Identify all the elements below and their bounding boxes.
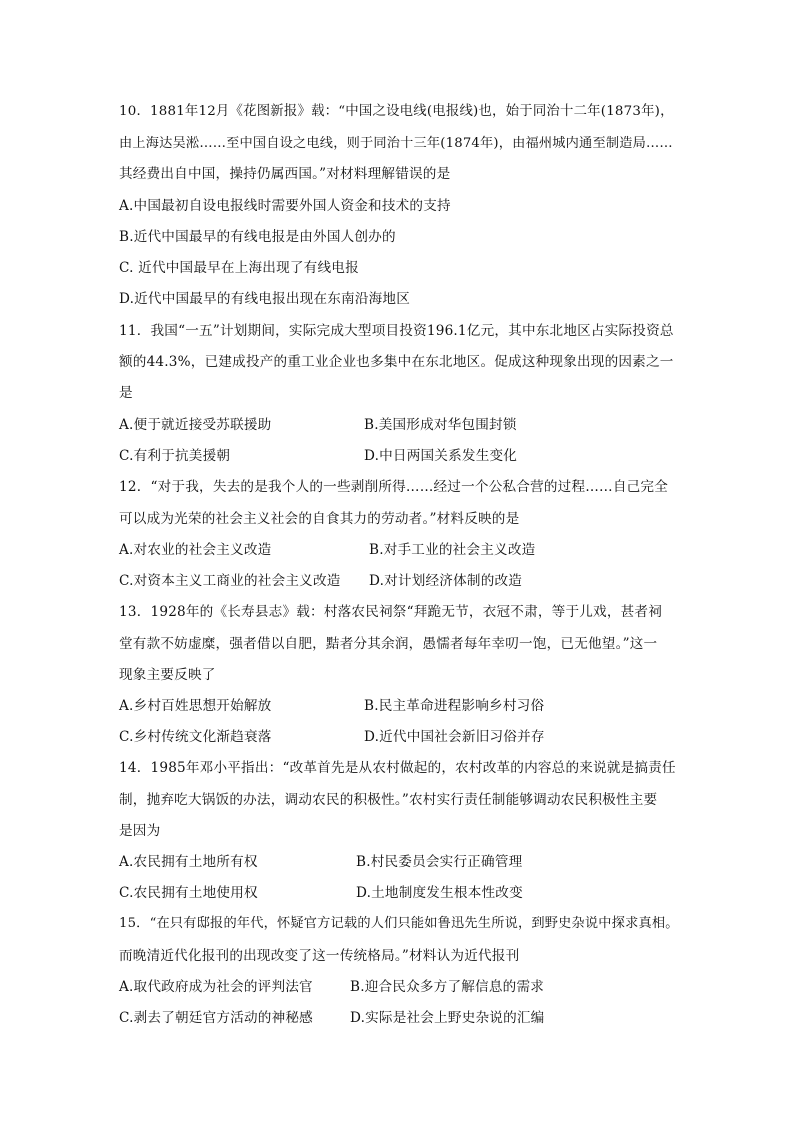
q10-stem-line-2: 由上海达吴淞……至中国自设之电线，则于同治十三年(1874年)，由福州城内通至制造局…… [119, 136, 673, 151]
q15-option-d: D.实际是社会上野史杂说的汇编 [350, 1010, 545, 1026]
q15-option-c: C.剥去了朝廷官方活动的神秘感 [119, 1010, 313, 1026]
q14-stem-line-2: 制，抛弃吃大锅饭的办法，调动农民的积极性。”农村实行责任制能够调动农民积极性主要 [119, 792, 658, 808]
q11-stem-line-2: 额的44.3%，已建成投产的重工业企业也多集中在东北地区。促成这种现象出现的因素之一 [119, 354, 674, 370]
q15-option-a: A.取代政府成为社会的评判法官 [119, 979, 313, 995]
q10-stem-line-3: 其经费出自中国，操持仍属西国。”对材料理解错误的是 [119, 166, 451, 182]
q15-stem-line-1: 15．“在只有邸报的年代，怀疑官方记载的人们只能如鲁迅先生所说，到野史杂说中探求真相。 [119, 916, 679, 931]
q11-option-d: D.中日两国关系发生变化 [364, 448, 518, 464]
q14-option-a: A.农民拥有土地所有权 [119, 854, 258, 870]
q11-stem-line-1: 11．我国“一五”计划期间，实际完成大型项目投资196.1亿元，其中东北地区占实际投资总 [119, 323, 674, 339]
q13-option-b: B.民主革命进程影响乡村习俗 [364, 698, 545, 714]
q12-stem-line-2: 可以成为光荣的社会主义社会的自食其力的劳动者。”材料反映的是 [119, 511, 520, 527]
q14-option-b: B.村民委员会实行正确管理 [356, 854, 523, 870]
q14-option-c: C.农民拥有土地使用权 [119, 885, 258, 901]
q14-stem-line-1: 14．1985年邓小平指出：“改革首先是从农村做起的，农村改革的内容总的来说就是搞责任 [119, 760, 676, 776]
q13-stem-line-3: 现象主要反映了 [119, 667, 216, 683]
q10-option-d: D.近代中国最早的有线电报出现在东南沿海地区 [119, 291, 411, 307]
q14-stem-line-3: 是因为 [119, 823, 161, 839]
q15-option-b: B.迎合民众多方了解信息的需求 [350, 979, 545, 995]
q11-option-b: B.美国形成对华包围封锁 [364, 417, 517, 433]
q13-stem-line-1: 13．1928年的《长寿县志》载：村落农民祠祭“拜跪无节，衣冠不肃，等于儿戏，甚者祠 [119, 604, 663, 620]
q13-option-a: A.乡村百姓思想开始解放 [119, 698, 272, 714]
q12-stem-line-1: 12．“对于我，失去的是我个人的一些剥削所得……经过一个公私合营的过程……自己完全 [119, 479, 669, 495]
q11-stem-line-3: 是 [119, 385, 133, 401]
q11-option-c: C.有利于抗美援朝 [119, 448, 231, 464]
q13-option-d: D.近代中国社会新旧习俗并存 [364, 729, 545, 745]
q12-option-b: B.对手工业的社会主义改造 [369, 542, 536, 558]
q10-option-a: A.中国最初自设电报线时需要外国人资金和技术的支持 [119, 198, 451, 214]
q11-option-a: A.便于就近接受苏联援助 [119, 417, 272, 433]
q13-option-c: C.乡村传统文化渐趋衰落 [119, 729, 272, 745]
q10-stem-line-1: 10．1881年12月《花图新报》载：“中国之设电线(电报线)也，始于同治十二年(1873年)， [119, 104, 674, 119]
q10-option-b: B.近代中国最早的有线电报是由外国人创办的 [119, 229, 396, 245]
q13-stem-line-2: 堂有款不妨虚糜，强者借以自肥，黠者分其余润，愚懦者每年幸叨一饱，已无他望。”这一 [119, 636, 658, 652]
q15-stem-line-2: 而晚清近代化报刊的出现改变了这一传统格局。”材料认为近代报刊 [119, 948, 520, 964]
q12-option-a: A.对农业的社会主义改造 [119, 542, 272, 558]
q12-option-d: D.对计划经济体制的改造 [369, 573, 523, 589]
q12-option-c: C.对资本主义工商业的社会主义改造 [119, 573, 341, 589]
q14-option-d: D.土地制度发生根本性改变 [356, 885, 523, 901]
q10-option-c: C. 近代中国最早在上海出现了有线电报 [119, 260, 359, 276]
